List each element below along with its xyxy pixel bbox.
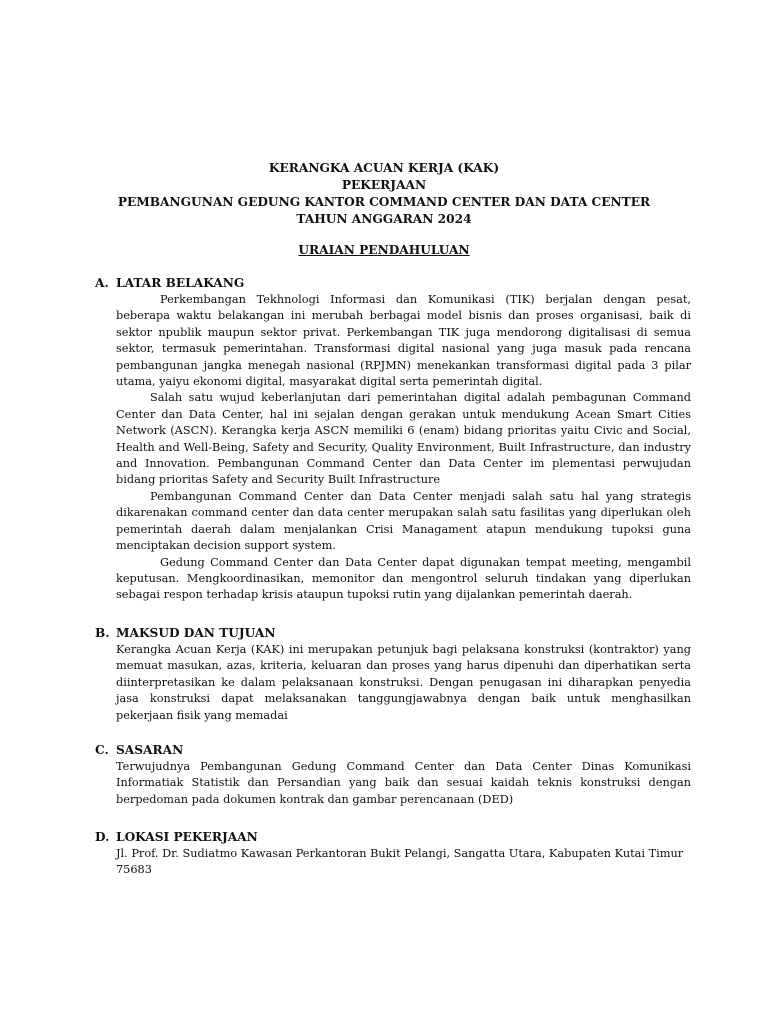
section-body: [116, 642, 691, 724]
title-line-1: KERANGKA ACUAN KERJA (KAK): [268, 161, 500, 175]
section-title: MAKSUD DAN TUJUAN: [116, 626, 276, 640]
section-maksud-tujuan: [95, 625, 691, 724]
section-title: SASARAN: [116, 743, 184, 757]
paragraph: Kerangka Acuan Kerja (KAK) ini merupakan petunjuk bagi pelaksana konstruksi (kontraktor) yang memuat masukan, azas, kriteria, keluaran dan proses yang harus dipenuhi dan diperhatikan serta diinterpretasikan ke dalam pelaksanaan konstruksi. Dengan penugasan ini diharapkan penyedia jasa konstruksi dapat melaksanakan tanggungjawabnya dengan baik untuk menghasilkan pekerjaan fisik yang memadai: [116, 643, 691, 722]
section-title: LATAR BELAKANG: [116, 276, 245, 290]
section-body: [116, 292, 691, 604]
section-heading: [95, 829, 691, 846]
section-sasaran: [95, 742, 691, 808]
title-line-4: TAHUN ANGGARAN 2024: [296, 212, 472, 226]
document-title-block: [0, 160, 768, 228]
section-subtitle: URAIAN PENDAHULUAN: [298, 243, 470, 257]
section-title: LOKASI PEKERJAAN: [116, 830, 258, 844]
paragraph: Terwujudnya Pembangunan Gedung Command Center dan Data Center Dinas Komunikasi Informatiak Statistik dan Persandian yang baik dan sesuai kaidah teknis konstruksi dengan berpedoman pada dokumen kontrak dan gambar perencanaan (DED): [116, 760, 691, 806]
title-line-2: PEKERJAAN: [341, 178, 427, 192]
section-lokasi-pekerjaan: [95, 829, 691, 879]
paragraph: Salah satu wujud keberlanjutan dari pemerintahan digital adalah pembagunan Command Center dan Data Center, hal ini sejalan dengan gerakan untuk mendukung Acean Smart Cities Network (ASCN). Kerangka kerja ASCN memiliki 6 (enam) bidang prioritas yaitu Civic and Social, Health and Well-Being, Safety and Security, Quality Environment, Built Infrastructure, dan industry and Innovation. Pembangunan Command Center dan Data Center im plementasi perwujudan bidang prioritas Safety and Security Built Infrastructure: [116, 391, 691, 487]
section-body: [116, 759, 691, 808]
paragraph: Jl. Prof. Dr. Sudiatmo Kawasan Perkantoran Bukit Pelangi, Sangatta Utara, Kabupaten Kutai Timur 75683: [116, 847, 684, 877]
section-heading: [95, 742, 691, 759]
section-letter: B.: [95, 626, 110, 640]
paragraph: Gedung Command Center dan Data Center dapat digunakan tempat meeting, mengambil keputusan. Mengkoordinasikan, memonitor dan mengontrol seluruh tindakan yang diperlukan sebagai respon terhadap krisis ataupun tupoksi rutin yang dijalankan pemerintah daerah.: [116, 555, 691, 602]
section-letter: C.: [95, 743, 109, 757]
paragraph: Pembangunan Command Center dan Data Center menjadi salah satu hal yang strategis dikarenakan command center dan data center merupakan salah satu fasilitas yang diperlukan oleh pemerintah daerah dalam menjalankan Crisi Managament atapun mendukung tupoksi guna menciptakan decision support system.: [116, 489, 691, 553]
section-body: [116, 846, 691, 879]
section-letter: A.: [95, 276, 109, 290]
section-heading: [95, 625, 691, 642]
paragraph: Perkembangan Tekhnologi Informasi dan Komunikasi (TIK) berjalan dengan pesat, beberapa waktu belakangan ini merubah berbagai model bisnis dan proses organisasi, baik di sektor npublik maupun sektor privat. Perkembangan TIK juga mendorong digitalisasi di semua sektor, termasuk pemerintahan. Transformasi digital nasional yang juga masuk pada rencana pembangunan jangka menegah nasional (RPJMN) menekankan transformasi digital pada 3 pilar utama, yaiyu ekonomi digital, masyarakat digital serta pemerintah digital.: [116, 293, 691, 389]
section-latar-belakang: [95, 275, 691, 604]
section-heading: [95, 275, 691, 292]
title-line-3: PEMBANGUNAN GEDUNG KANTOR COMMAND CENTER DAN DATA CENTER: [117, 195, 651, 209]
section-letter: D.: [95, 830, 110, 844]
